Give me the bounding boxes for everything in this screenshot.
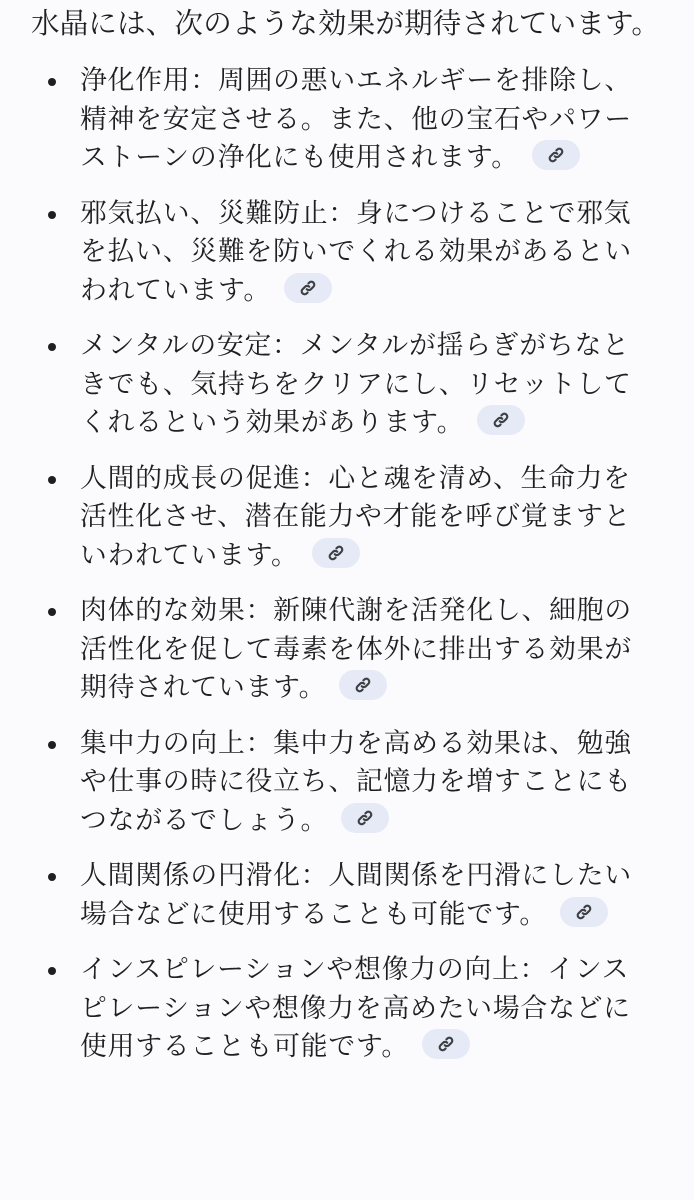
link-icon (491, 410, 511, 430)
link-icon (546, 145, 566, 165)
source-link-button[interactable] (560, 897, 608, 927)
list-item-text: 人間的成長の促進：心と魂を清め、生命力を活性化させ、潜在能力や才能を呼び覚ますといわれています。 (80, 462, 632, 571)
effects-list (31, 62, 694, 1067)
list-item (31, 857, 647, 934)
list-item-text: 肉体的な効果：新陳代謝を活発化し、細胞の活性化を促して毒素を体外に排出する効果が期待されています。 (80, 595, 632, 703)
list-item (31, 725, 647, 841)
bullet-dot (48, 741, 56, 749)
list-item-text: 人間関係の円滑化：人間関係を円滑にしたい場合などに使用することも可能です。 (80, 860, 632, 930)
bullet-dot (48, 873, 56, 881)
bullet-dot (48, 608, 56, 616)
link-icon (326, 543, 346, 563)
link-icon (574, 902, 594, 922)
source-link-button[interactable] (284, 273, 332, 303)
list-item-text: 浄化作用：周囲の悪いエネルギーを排除し、精神を安定させる。また、他の宝石やパワーストーンの浄化にも使用されます。 (80, 65, 632, 173)
bullet-dot (48, 967, 56, 975)
list-item (31, 460, 647, 576)
list-item-text: インスピレーションや想像力の向上：インスピレーションや想像力を高めたい場合などに使用することも可能です。 (80, 954, 631, 1062)
list-item (31, 951, 647, 1067)
source-link-button[interactable] (312, 538, 360, 568)
source-link-button[interactable] (477, 405, 525, 435)
bullet-dot (48, 211, 56, 219)
bullet-dot (48, 78, 56, 86)
link-icon (353, 675, 373, 695)
list-item-text: 邪気払い、災難防止：身につけることで邪気を払い、災難を防いでくれる効果があるといわれています。 (80, 197, 632, 306)
list-item (31, 327, 647, 443)
source-link-button[interactable] (532, 140, 580, 170)
list-item (31, 62, 647, 178)
bullet-dot (48, 476, 56, 484)
list-item-text: 集中力の向上：集中力を高める効果は、勉強や仕事の時に役立ち、記憶力を増すことにもつながるでしょう。 (80, 727, 632, 836)
link-icon (436, 1034, 456, 1054)
bullet-dot (48, 343, 56, 351)
link-icon (298, 278, 318, 298)
source-link-button[interactable] (341, 803, 389, 833)
intro-paragraph: 水晶には、次のような効果が期待されています。 (31, 7, 661, 40)
source-link-button[interactable] (339, 670, 387, 700)
link-icon (355, 808, 375, 828)
list-item (31, 592, 647, 708)
list-item-text: メンタルの安定：メンタルが揺らぎがちなときでも、気持ちをクリアにし、リセットしてくれるという効果があります。 (80, 330, 632, 438)
list-item (31, 195, 647, 311)
source-link-button[interactable] (422, 1029, 470, 1059)
